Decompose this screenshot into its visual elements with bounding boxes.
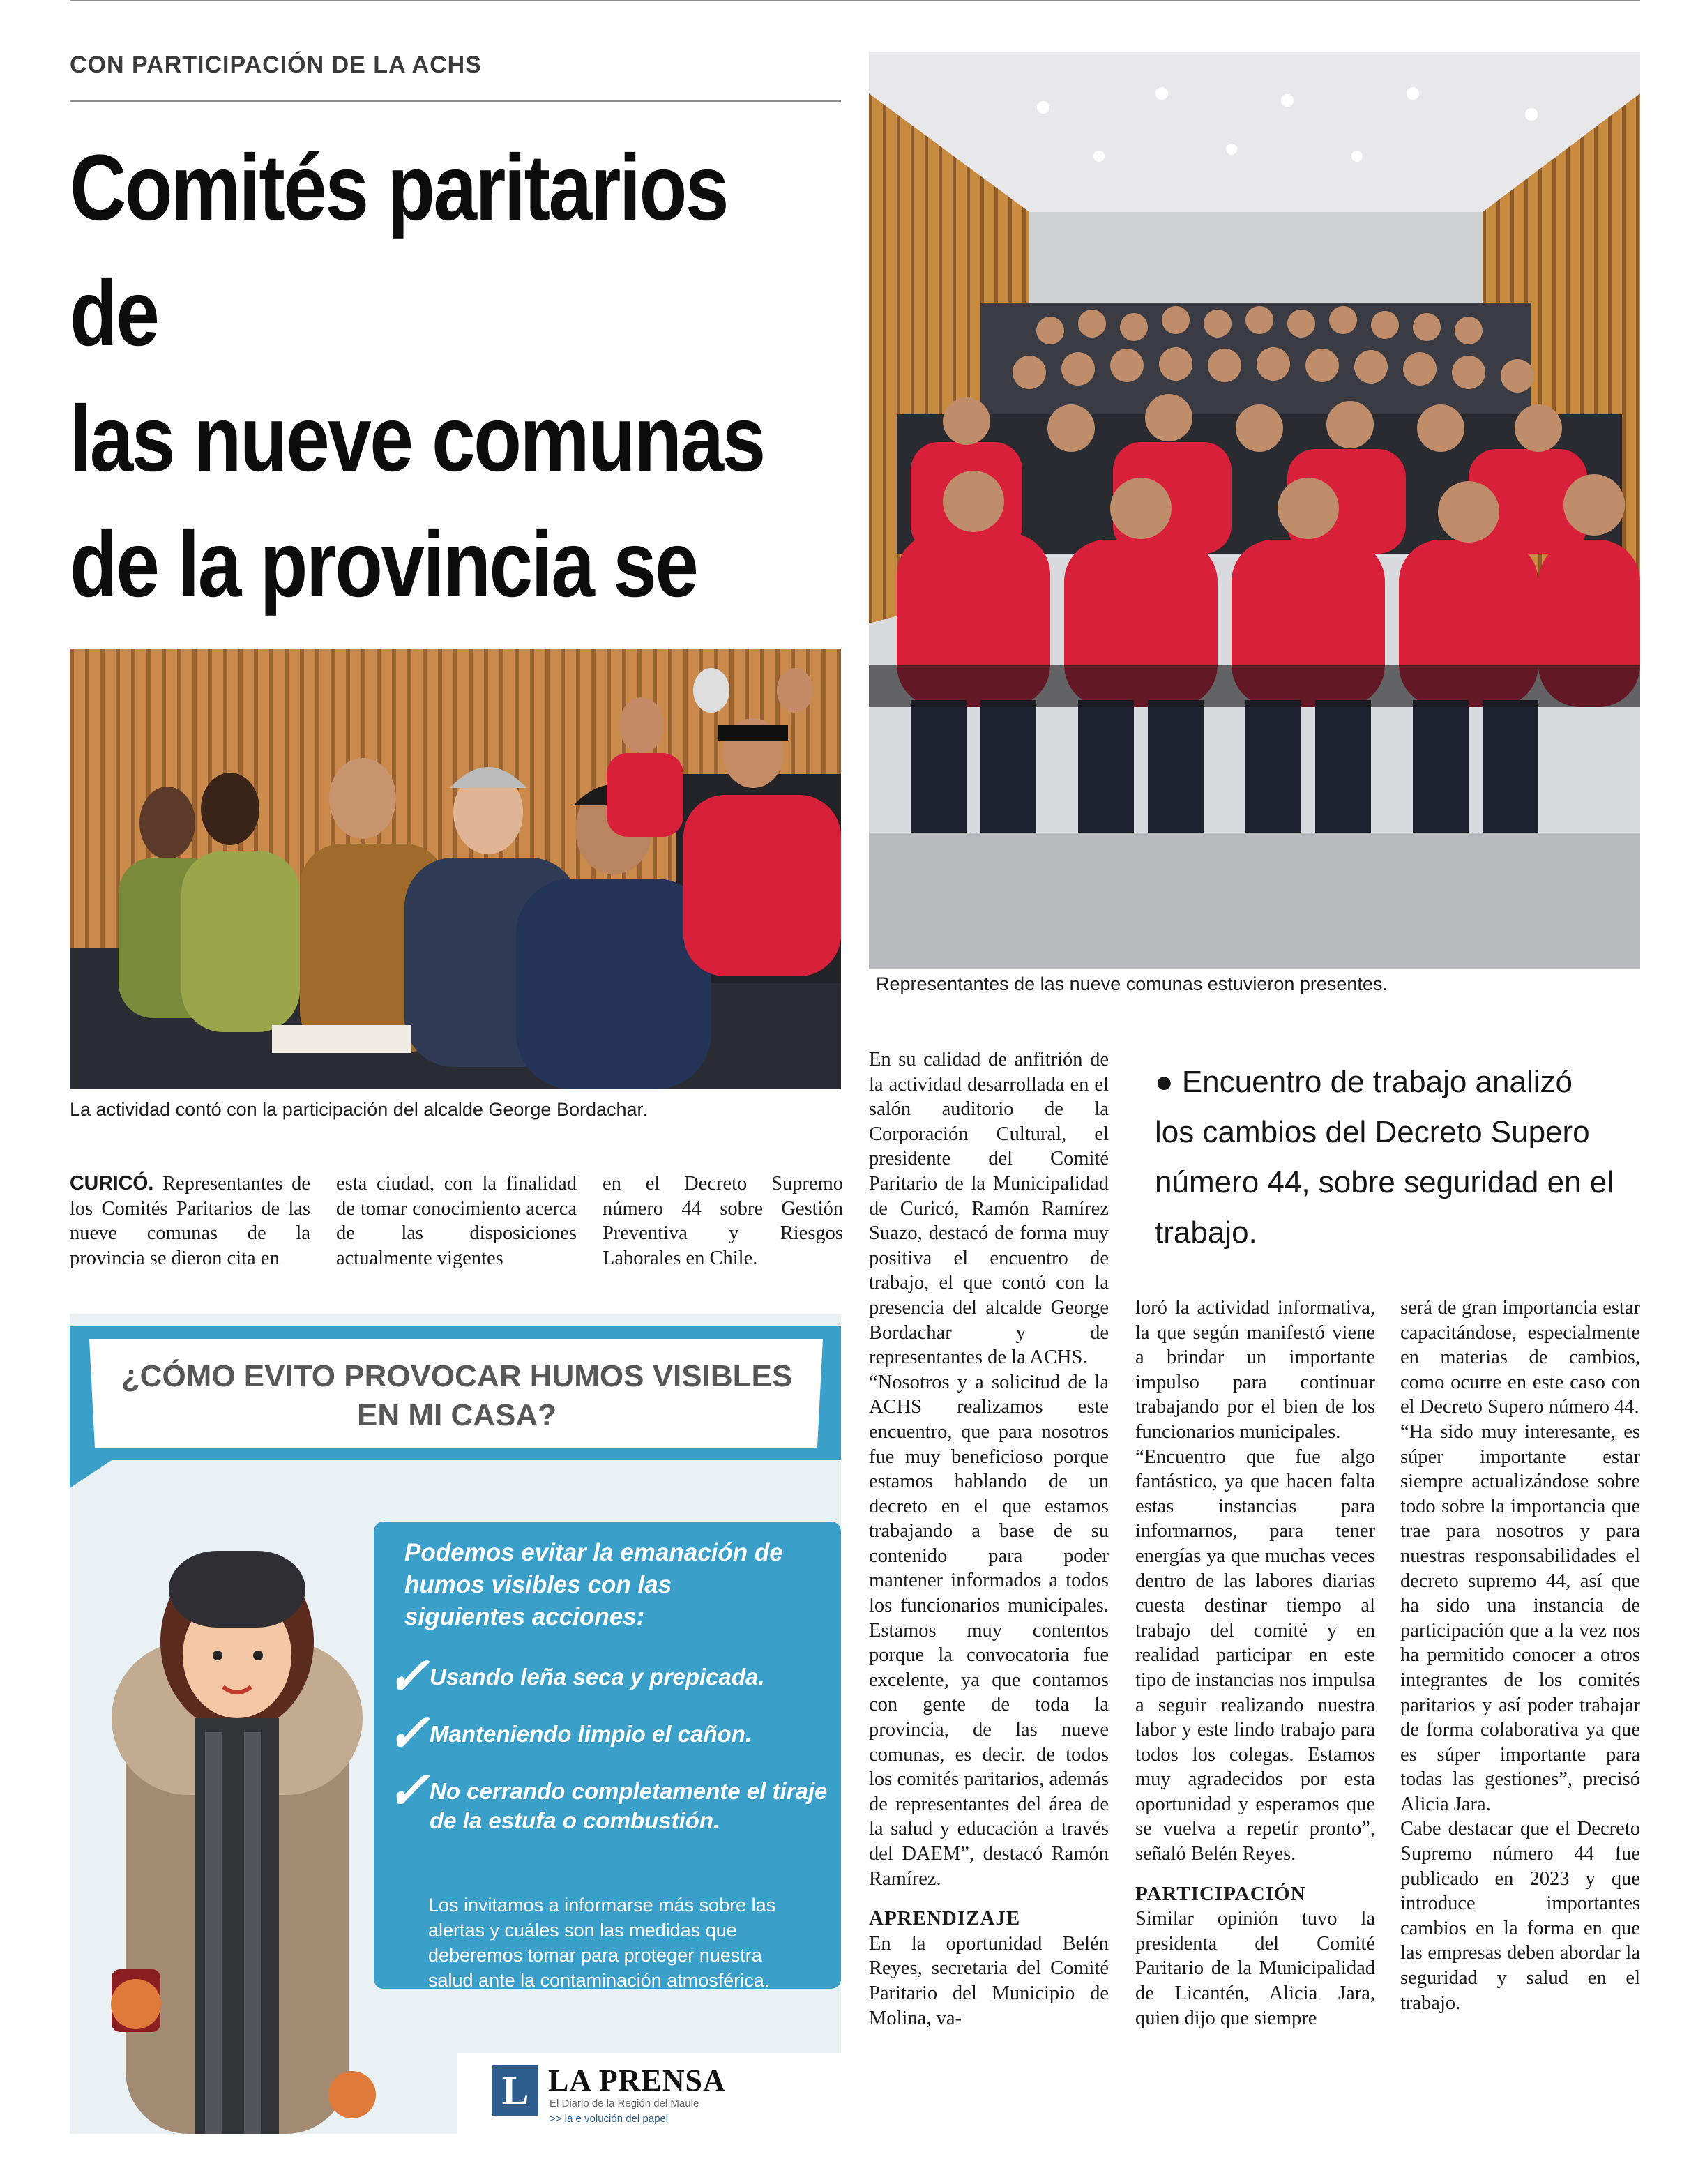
subhead-participacion: PARTICIPACIÓN [1135, 1882, 1306, 1905]
ad-item-3 [386, 1761, 833, 1835]
logo-slogan: >> la e volución del papel [550, 2113, 669, 2125]
photo-small-illustration [70, 649, 841, 1089]
caption-small-photo: La actividad contó con la participación del alcalde George Bordachar. [70, 1099, 648, 1120]
article-col-3-text: en el Decreto Supremo número 44 sobre Gestión Preventiva y Riesgos Laborales en Chile. [603, 1173, 843, 1269]
check-icon: ✓ [386, 1704, 430, 1762]
top-rule [70, 0, 1640, 1]
ad-item-1-text: Usando leña seca y prepicada. [430, 1664, 765, 1690]
article-col-3 [603, 1171, 843, 1271]
ad-item-1 [386, 1647, 833, 1705]
deck-line-3: número 44, sobre seguridad en el [1155, 1165, 1614, 1199]
ad-box-title: Podemos evitar la emanación de humos visibles con las siguientes acciones: [404, 1539, 783, 1630]
article-col-1-text: Representantes de los Comités Paritarios de las nueve comunas de la provincia se dieron cita en [70, 1173, 311, 1269]
kicker-rule [70, 100, 841, 102]
woman-illustration [84, 1523, 391, 2134]
ad-item-2 [386, 1704, 833, 1762]
article-col-6-p2: “Ha sido muy interesante, es súper importante estar siempre actualizándose sobre todo sobre la importancia que trae para nosotros y para nuestras responsabilidades el decreto supremo 44, así que ha sido una instancia de participación que a la vez nos ha permitido conocer a otros integrantes de los comités paritarios y así poder trabajar de forma colaborativa ya que es súper importante para todas las gestiones”, precisó Alicia Jara. [1400, 1420, 1640, 1815]
check-icon: ✓ [386, 1761, 430, 1819]
deck-line-4: trabajo. [1155, 1215, 1257, 1250]
smoke-ad [70, 1314, 841, 2134]
deck-line-2: los cambios del Decreto Supero [1155, 1115, 1590, 1149]
bullet-icon: ● [1155, 1065, 1182, 1099]
article-col-5 [1135, 1296, 1375, 2031]
logo-name: LA PRENSA [548, 2063, 726, 2098]
article-col-4-p1: En su calidad de anfitrión de la actividad desarrollada en el salón auditorio de la Corporación Cultural, el presidente del Comité Paritario de la Municipalidad de Curicó, Ramón Ramírez Suazo, destacó de forma muy positiva el encuentro de trabajo, el que contó con la presencia del alcalde George Bordachar y de representantes de la ACHS. [869, 1049, 1109, 1369]
article-col-5-p1: loró la actividad informativa, la que según manifestó viene a brindar un importante impulso para continuar trabajando por el bien de los funcionarios municipales. [1135, 1297, 1375, 1443]
article-col-5-p2: “Encuentro que fue algo fantástico, ya que hacen falta estas instancias para informarnos, para tener energías ya que muchas veces dentro de las labores diarias cuesta destinar tiempo al trabajo del comité y en realidad participar en este tipo de instancias nos impulsa a seguir realizando nuestra labor y este lindo trabajo para todos los colegas. Estamos muy agradecidos por esta oportunidad y esperamos que se vuelva a repetir pronto”, señaló Belén Reyes. [1135, 1446, 1375, 1865]
ad-item-2-text: Manteniendo limpio el cañon. [430, 1721, 752, 1747]
ad-question [98, 1357, 816, 1435]
la-prensa-logo [457, 2053, 841, 2134]
article-col-6-p3: Cabe destacar que el Decreto Supremo número 44 fue publicado en 2023 y que introduce importantes cambios en la forma en que las empresas deben abordar la seguridad y salud en el trabajo. [1400, 1818, 1640, 2014]
logo-tagline: El Diario de la Región del Maule [550, 2098, 699, 2109]
check-icon: ✓ [386, 1647, 430, 1705]
headline-line-1: Comités paritarios de [70, 136, 727, 365]
article-col-4 [869, 1047, 1109, 2031]
deck-line-1 [1155, 1057, 1643, 1107]
article-col-2 [336, 1171, 577, 1271]
photo-large-illustration [869, 52, 1640, 969]
ad-note: Los invitamos a informarse más sobre las alertas y cuáles son las medidas que deberemos tomar para proteger nuestra salud ante la contaminación atmosférica. [428, 1895, 776, 1991]
headline-line-3: de la provincia se [70, 513, 697, 616]
subhead-aprendizaje: APRENDIZAJE [869, 1907, 1021, 1930]
ad-item-3-text: No cerrando completamente el tiraje de la estufa o combustión. [430, 1778, 828, 1833]
deck-line-1-text: Encuentro de trabajo analizó [1181, 1065, 1573, 1099]
headline-line-2: las nueve comunas [70, 387, 764, 491]
logo-mark: L [492, 2065, 538, 2116]
photo-small [70, 649, 841, 1089]
article-col-1 [70, 1171, 310, 1271]
article-col-4-p3: En la oportunidad Belén Reyes, secretaria del Comité Paritario del Municipio de Molina, va- [869, 1932, 1109, 2029]
kicker: CON PARTICIPACIÓN DE LA ACHS [70, 52, 482, 78]
article-col-5-p3: Similar opinión tuvo la presidenta del Comité Paritario de la Municipalidad de Licantén, Alicia Jara, quien dijo que siempre [1135, 1908, 1375, 2029]
ad-question-line-1: ¿CÓMO EVITO PROVOCAR HUMOS VISIBLES [121, 1359, 793, 1393]
dateline: CURICÓ. [70, 1172, 154, 1195]
article-col-4-p2: “Nosotros y a solicitud de la ACHS realizamos este encuentro, que para nosotros fue muy beneficioso porque estamos hablando de un decreto en el que estamos trabajando a base de su contenido para poder mantener informados a todos los funcionarios municipales. Estamos muy contentos porque la convocatoria fue excelente, ya que contamos con gente de toda la provincia, de las nueve comunas, es decir. de todos los comités paritarios, además de representantes del área de la salud y educación a través del DAEM”, destacó Ramón Ramírez. [869, 1371, 1109, 1890]
deck [1155, 1057, 1643, 1258]
article-col-6-p1: será de gran importancia estar capacitándose, especialmente en materias de cambios, como ocurre en este caso con el Decreto Supero número 44. [1400, 1297, 1640, 1418]
article-col-2-text: esta ciudad, con la finalidad de tomar conocimiento acerca de las disposiciones actualmente vigentes [336, 1173, 577, 1269]
caption-large-photo: Representantes de las nueve comunas estuvieron presentes. [876, 973, 1388, 994]
article-col-6 [1400, 1296, 1640, 2015]
photo-large [869, 52, 1640, 969]
ad-question-line-2: EN MI CASA? [357, 1398, 556, 1432]
